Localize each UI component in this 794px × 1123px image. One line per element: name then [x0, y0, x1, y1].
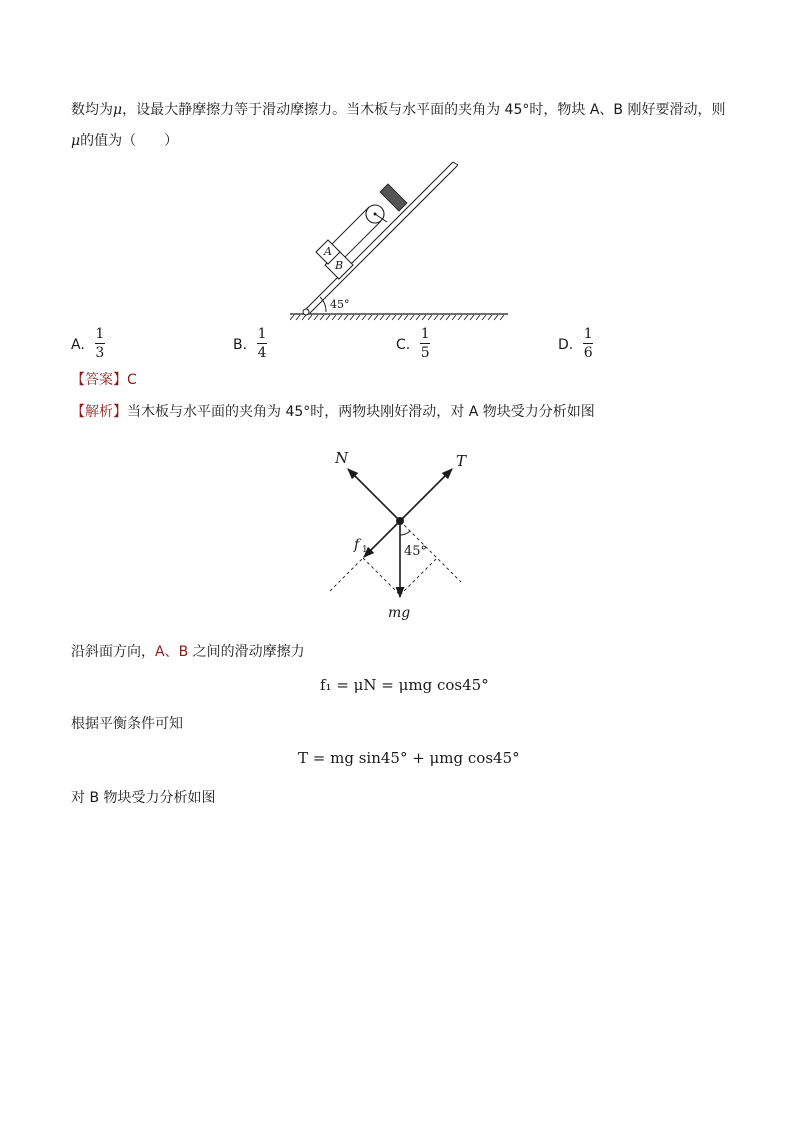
option-fraction — [583, 326, 593, 361]
force-diagram — [318, 446, 478, 624]
answer-tag: 【答案】 — [71, 372, 127, 388]
fraction-numerator: 1 — [257, 326, 267, 342]
option-label: B. — [233, 336, 248, 353]
option-b[interactable] — [233, 326, 267, 361]
analysis-tag: 【解析】 — [71, 404, 127, 420]
answer-line — [71, 370, 137, 390]
paragraph-highlight: A、B — [155, 644, 189, 660]
mu-symbol: μ — [71, 133, 81, 149]
block-b-label: B — [335, 259, 344, 272]
option-fraction — [420, 326, 430, 361]
question-line-1 — [71, 100, 725, 120]
option-c[interactable] — [396, 326, 430, 361]
option-label: A. — [71, 336, 85, 353]
option-label: D. — [558, 336, 574, 353]
force-mg-label: mg — [388, 605, 411, 621]
fraction-numerator: 1 — [420, 326, 430, 342]
incline-figure — [280, 158, 520, 328]
formula-1: f₁ = μN = μmg cos45° — [320, 676, 489, 694]
paragraph-2: 根据平衡条件可知 — [71, 716, 183, 732]
angle-label: 45° — [330, 298, 350, 311]
force-f1-subscript: 1 — [362, 545, 368, 555]
analysis-line — [71, 402, 595, 422]
option-label: C. — [396, 336, 411, 353]
question-line-2 — [71, 131, 178, 151]
option-a[interactable] — [71, 326, 105, 361]
paragraph-text: 之间的滑动摩擦力 — [188, 644, 305, 660]
force-n-label: N — [335, 449, 349, 467]
fraction-numerator: 1 — [583, 326, 593, 342]
force-f1-label: f — [354, 537, 360, 553]
question-text: 的值为（ ） — [80, 133, 179, 149]
paragraph-text: 沿斜面方向， — [71, 644, 155, 660]
question-text: 数均为 — [71, 102, 113, 118]
fraction-numerator: 1 — [95, 326, 105, 342]
analysis-text: 当木板与水平面的夹角为 45°时，两物块刚好滑动，对 A 物块受力分析如图 — [127, 404, 595, 420]
block-a-label: A — [324, 245, 332, 258]
option-d[interactable] — [558, 326, 593, 361]
paragraph-3: 对 B 物块受力分析如图 — [71, 790, 216, 806]
formula-2: T = mg sin45° + μmg cos45° — [298, 749, 520, 767]
option-fraction — [257, 326, 267, 361]
fraction-denominator: 4 — [257, 345, 267, 361]
force-t-label: T — [456, 452, 467, 470]
answer-value: C — [127, 372, 137, 388]
fraction-denominator: 6 — [583, 345, 593, 361]
question-text: ，设最大静摩擦力等于滑动摩擦力。当木板与水平面的夹角为 45°时，物块 A、B 刚好要滑动，则 — [122, 102, 726, 118]
mu-symbol: μ — [113, 102, 123, 118]
fraction-denominator: 5 — [420, 345, 430, 361]
paragraph-1 — [71, 642, 305, 662]
option-fraction — [95, 326, 105, 361]
fraction-denominator: 3 — [95, 345, 105, 361]
angle-45-label: 45° — [404, 544, 428, 559]
